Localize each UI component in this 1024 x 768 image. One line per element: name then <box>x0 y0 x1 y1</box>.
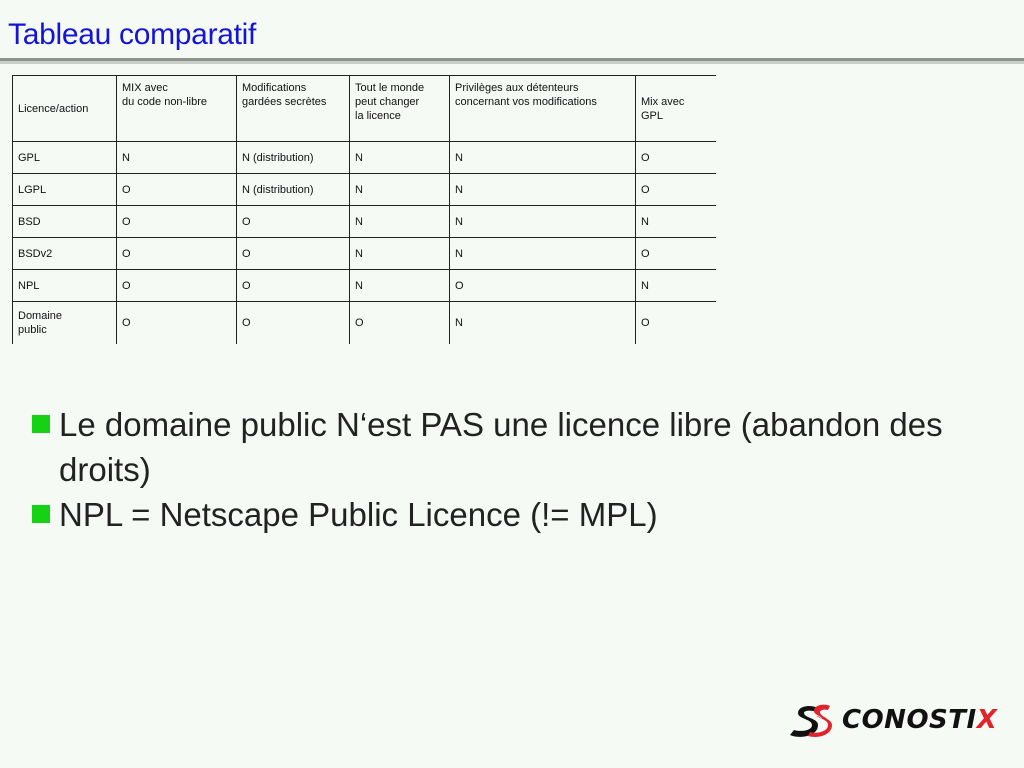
table-cell: O <box>117 302 237 345</box>
table-cell: N <box>450 142 636 174</box>
table-cell: N <box>117 142 237 174</box>
row-licence: BSD <box>13 206 117 238</box>
row-licence: BSDv2 <box>13 238 117 270</box>
table-cell: O <box>237 206 350 238</box>
table-cell: N <box>450 302 636 345</box>
table-cell: O <box>117 238 237 270</box>
table-cell: N <box>350 270 450 302</box>
table-row <box>13 142 717 174</box>
row-licence: GPL <box>13 142 117 174</box>
header-licence-action: Licence/action <box>13 76 117 142</box>
table-row <box>13 206 717 238</box>
table-cell: N <box>450 206 636 238</box>
table-row <box>13 302 717 345</box>
comparison-table <box>12 75 716 344</box>
table-cell: O <box>450 270 636 302</box>
bullet-text: Le domaine public N‘est PAS une licence libre (abandon des droits) <box>59 406 943 488</box>
table-cell: O <box>636 174 717 206</box>
bullet-square-icon <box>32 505 50 523</box>
table-cell: O <box>350 302 450 345</box>
header-modifications-secretes: Modifications gardées secrètes <box>237 76 350 142</box>
header-changer-licence: Tout le monde peut changer la licence <box>350 76 450 142</box>
table-header-row <box>13 76 717 142</box>
table-cell: N <box>350 238 450 270</box>
conostix-logo-icon <box>788 702 832 738</box>
table-cell: N <box>450 174 636 206</box>
title-divider <box>0 58 1024 64</box>
table-row <box>13 270 717 302</box>
table-cell: O <box>636 142 717 174</box>
header-privileges: Privilèges aux détenteurs concernant vos modifications <box>450 76 636 142</box>
table-cell: O <box>237 238 350 270</box>
table-cell: O <box>117 174 237 206</box>
row-licence: LGPL <box>13 174 117 206</box>
table-cell: N <box>636 270 717 302</box>
table-cell: N <box>350 174 450 206</box>
table-cell: N (distribution) <box>237 174 350 206</box>
conostix-logo <box>788 700 997 740</box>
bullet-item <box>30 402 990 492</box>
logo-wordmark: CONOSTIX <box>842 705 998 735</box>
table-cell: O <box>117 206 237 238</box>
table-cell: N <box>350 142 450 174</box>
table-cell: O <box>237 270 350 302</box>
bullet-square-icon <box>32 415 50 433</box>
bullet-text: NPL = Netscape Public Licence (!= MPL) <box>59 496 658 533</box>
table-cell: O <box>237 302 350 345</box>
header-mix-gpl: Mix avec GPL <box>636 76 717 142</box>
table-cell: N (distribution) <box>237 142 350 174</box>
header-mix-non-libre: MIX avec du code non-libre <box>117 76 237 142</box>
table-cell: N <box>350 206 450 238</box>
table-cell: O <box>636 238 717 270</box>
table-cell: O <box>636 302 717 345</box>
table-cell: N <box>636 206 717 238</box>
row-licence: Domaine public <box>13 302 117 345</box>
table-cell: O <box>117 270 237 302</box>
table-row <box>13 238 717 270</box>
bullet-item <box>30 492 990 537</box>
table-cell: N <box>450 238 636 270</box>
row-licence: NPL <box>13 270 117 302</box>
slide-title: Tableau comparatif <box>8 18 257 51</box>
table-row <box>13 174 717 206</box>
bullet-list <box>30 402 990 537</box>
